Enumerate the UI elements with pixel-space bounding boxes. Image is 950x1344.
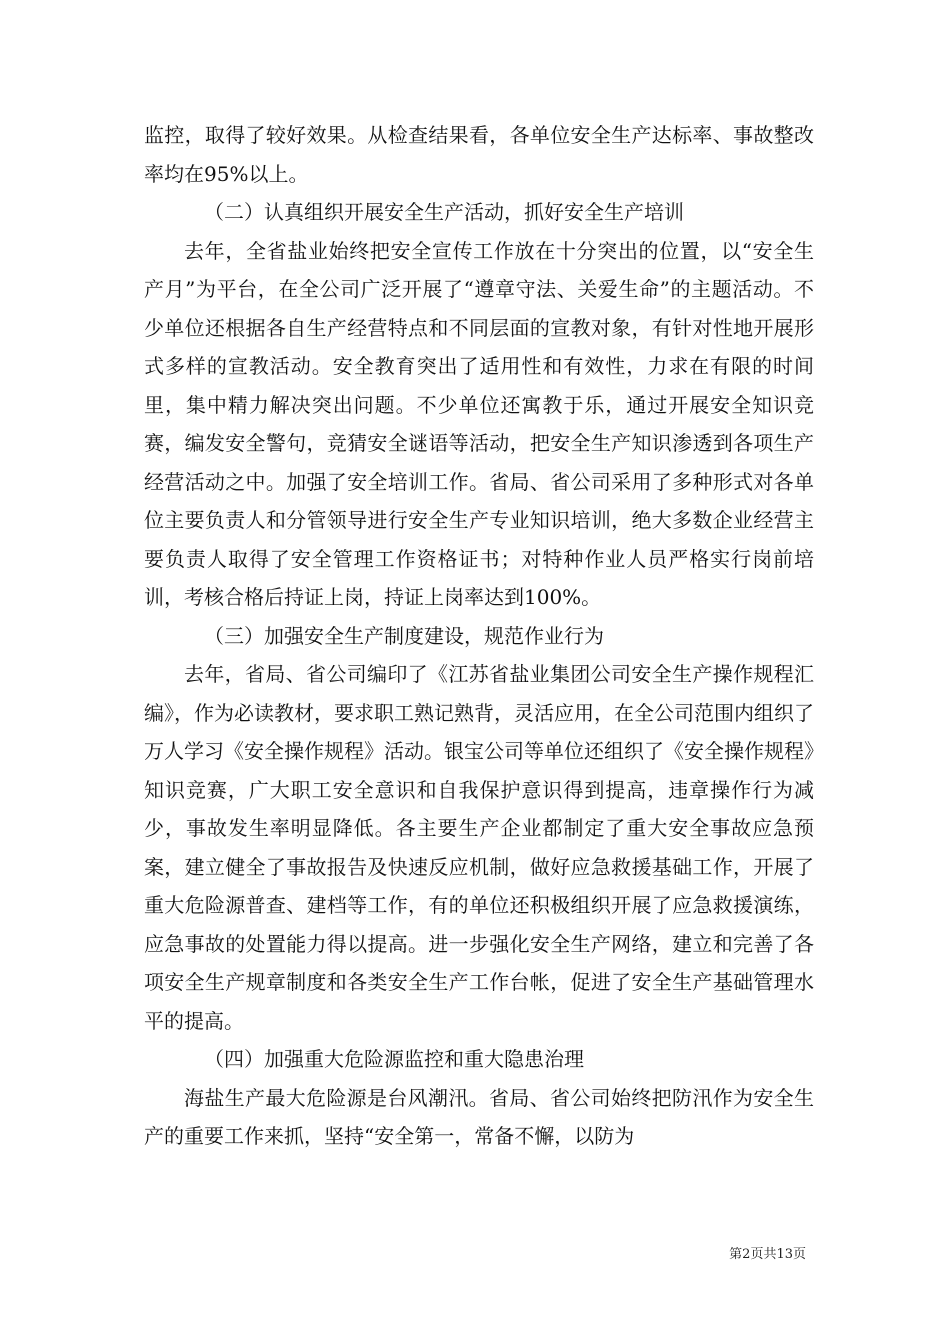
paragraph-safety-rules: 去年，省局、省公司编印了《江苏省盐业集团公司安全生产操作规程汇编》，作为必读教材，要求职工熟记熟背，灵活应用，在全公司范围内组织了万人学习《安全操作规程》活动。银宝公司等单位还组织了《安全操作规程》知识竞赛，广大职工安全意识和自我保护意识得到提高，违章操作行为减少，事故发生率明显降低。各主要生产企业都制定了重大安全事故应急预案，建立健全了事故报告及快速反应机制，做好应急救援基础工作，开展了重大危险源普查、建档等工作，有的单位还积极组织开展了应急救援演练，应急事故的处置能力得以提高。进一步强化安全生产网络，建立和完善了各项安全生产规章制度和各类安全生产工作台帐，促进了安全生产基础管理水平的提高。 [144,662,814,1033]
page-number-footer: 第2页共13页 [729,1247,806,1262]
section-heading-2: （二）认真组织开展安全生产活动，抓好安全生产培训 [204,200,684,224]
section-heading-4: （四）加强重大危险源监控和重大隐患治理 [204,1047,584,1071]
paragraph-safety-activities: 去年，全省盐业始终把安全宣传工作放在十分突出的位置，以“安全生产月”为平台，在全公司广泛开展了“遵章守法、关爱生命”的主题活动。不少单位还根据各自生产经营特点和不同层面的宣教对象，有针对性地开展形式多样的宣教活动。安全教育突出了适用性和有效性，力求在有限的时间里，集中精力解决突出问题。不少单位还寓教于乐，通过开展安全知识竞赛，编发安全警句，竞猜安全谜语等活动，把安全生产知识渗透到各项生产经营活动之中。加强了安全培训工作。省局、省公司采用了多种形式对各单位主要负责人和分管领导进行安全生产专业知识培训，绝大多数企业经营主要负责人取得了安全管理工作资格证书；对特种作业人员严格实行岗前培训，考核合格后持证上岗，持证上岗率达到100%。 [144,238,814,609]
document-body [144,116,814,1156]
paragraph-hazard-monitoring: 海盐生产最大危险源是台风潮汛。省局、省公司始终把防汛作为安全生产的重要工作来抓，坚持“安全第一，常备不懈，以防为 [144,1085,814,1148]
paragraph-continuation: 监控，取得了较好效果。从检查结果看，各单位安全生产达标率、事故整改率均在95%以上。 [144,123,814,186]
section-heading-3: （三）加强安全生产制度建设，规范作业行为 [204,623,604,648]
